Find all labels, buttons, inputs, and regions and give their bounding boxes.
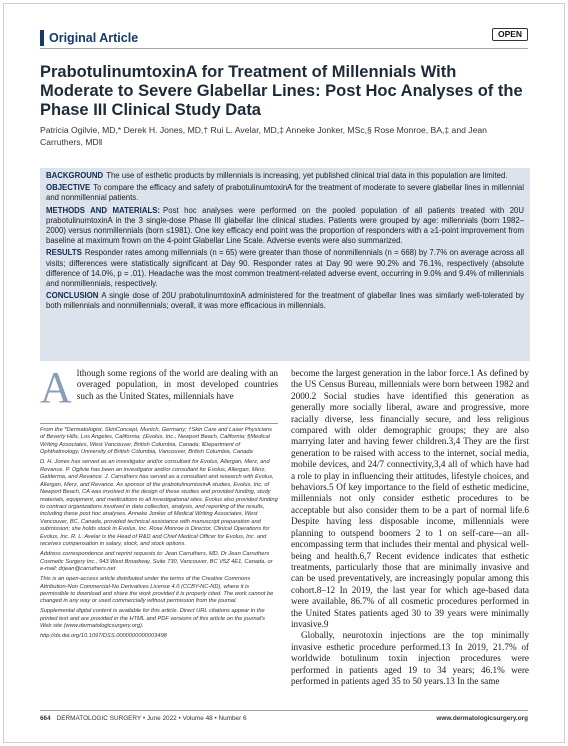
footnote-correspondence: Address correspondence and reprint requests to: Jean Carruthers, MD, Dr Jean Carruthers Cosmetic Surgery Inc., 943 West Broadway, Suite 730, Vancouver, BC V5Z 4E1, Canada, or e-mail: drjean@carruthers.net — [40, 551, 273, 573]
intro-paragraph — [40, 363, 278, 412]
footnote-supplemental: Supplemental digital content is available for this article. Direct URL citations appear in the printed text and are provided in the HTML and PDF versions of this article on the journal's Web site (www.dermatologicsurgery.org). — [40, 608, 266, 630]
page-number: 664 — [40, 715, 51, 722]
header-divider — [40, 48, 528, 49]
footnote-disclosures: D. H. Jones has served as an investigator and/or consultant for Evolus, Allergan, Merz, and Revance. P. Ogilvie has been an investigator and/or consultant for Evolus, Allergan, Merz, Galderma, and Revance. J. Carruthers has served as a consultant and research with Evolus, Allergan, Merz, and Revance. As sponsor of the prabotulinumtoxinA studies, Evolus, Inc. of Newport Beach, CA was involved in the design of these studies and provided funding, study materials, equipment, and medications to all investigational sites. Evolus also provided funding to contract organizations involved in data collection, analysis, and reporting of the results, including these post hoc analyses. Anneke Jonker of Medical Writing Associates, West Vancouver, BC, Canada, provided technical assistance with manuscript preparation and submission; she holds stock in Evolus, Inc. Rose Monroe is Director, Clinical Operations for Evolus, Inc. R. L. Avelar is the Head of R&D and Chief Medical Officer for Evolus, Inc. and receives compensation in salary, stock, and stock options. — [40, 459, 278, 548]
background-label: BACKGROUND — [46, 171, 104, 180]
body-column-right — [291, 368, 529, 687]
conclusion-text: A single dose of 20U prabotulinumtoxinA administered for the treatment of glabellar lines was similarly well-tolerated by both millennials and nonmillennials; overall, it was more efficacious in millennials. — [46, 291, 524, 311]
section-label: Original Article — [40, 30, 138, 46]
methods-text: Post hoc analyses were performed on the pooled population of all patients treated with 20U prabotulinumtoxinA in the 3 single-dose Phase III glabellar line clinical studies. Patients were grouped by age: millennials (born 1982–2000) versus nonmillennials (born ≤1981). One key efficacy end point was the proportion of responders with a ≥1-point improvement from baseline at maximum frown on the 4-point Glabellar Line Scale. Adverse events were also summarized. — [46, 205, 524, 246]
abstract-conclusion — [46, 291, 524, 311]
abstract-methods — [46, 206, 524, 247]
open-access-badge: OPEN — [492, 28, 528, 41]
intro-text: lthough some regions of the world are dealing with an overaged population, in most developed countries such as the United States, millennials have — [76, 368, 278, 401]
results-text: Responder rates among millennials (n = 65) were greater than those of nonmillennials (n = 668) by 7.7% on average across all visits; differences were statistically significant at Day 90. Responder rates at Day 90 were 90.2% and 76.1%, respectively (absolute difference of 14.0%, p = .01). Headache was the most common treatment-related adverse event, occurring in 9.0% and 9.4% of millennials and nonmillennials, respectively. — [46, 248, 524, 289]
background-text: The use of esthetic products by millennials is increasing, yet published clinical trial data in this population are limited. — [106, 171, 508, 180]
results-label: RESULTS — [46, 248, 82, 258]
objective-text: To compare the efficacy and safety of prabotulinumtoxinA for the treatment of moderate to severe glabellar lines in millennial and nonmillennial patients. — [46, 183, 524, 203]
body-paragraph-1: become the largest generation in the labor force.1 As defined by the US Census Bureau, millennials were born between 1982 and 2000.2 Social studies have identified this generation as generally more socially liberal, aware and progressive, more racially diverse, less financially secure, and less religious compared with older demographic groups; they are also marrying later and having fewer children.3,4 They are the first generation to be raised with access to the internet, social media, mobile devices, and 24/7 connectivity,3,4 all of which have had a role to play in influencing their attitudes, lifestyle choices, and behaviors.5 Of key importance to the field of esthetic medicine, millennials not only consider esthetic procedures to be acceptable but also consider them to be a part of normal life.6 Despite having less disposable income, millennials were planning to outspend boomers 2 to 1 on self-care—an all-encompassing term that includes their mental and physical well-being and health.6,7 Recent evidence indicates that esthetic treatments, particularly those that are minimally invasive and can be used preventatively, are increasingly popular among this cohort.8–12 In 2019, the last year for which age-based data were available, 86.7% of all cosmetic procedures performed in the United States patients aged 30 to 39 years were minimally invasive.9 — [291, 368, 529, 629]
journal-citation: DERMATOLOGIC SURGERY • June 2022 • Volume 48 • Number 6 — [56, 715, 247, 722]
intro-column — [40, 363, 278, 412]
footnote-license: This is an open-access article distributed under the terms of the Creative Commons Attribution-Non Commercial-No Derivatives License 4.0 (CCBY-NC-ND), where it is permissible to download and share the work provided it is properly cited. The work cannot be changed in any way or used commercially without permission from the journal. — [40, 576, 274, 605]
body-paragraph-2: Globally, neurotoxin injections are the top minimally invasive esthetic procedure performed.13 In 2019, 21.7% of worldwide botulinum toxin injection procedures were performed in patients aged 19 to 34 years; 46.1% were performed in patients aged 35 to 50 years.13 In the same — [291, 630, 529, 686]
conclusion-label: CONCLUSION — [46, 291, 99, 301]
abstract-box — [40, 168, 530, 361]
article-title: PrabotulinumtoxinA for Treatment of Millennials With Moderate to Severe Glabellar Lines: Post Hoc Analyses of the Phase III Clinical Study Data — [40, 63, 523, 119]
footnotes — [40, 423, 278, 643]
journal-url[interactable]: www.dermatologicsurgery.org — [436, 715, 528, 722]
methods-label: METHODS AND MATERIALS: — [46, 205, 161, 215]
footer-divider — [40, 710, 528, 711]
doi-link[interactable]: http://dx.doi.org/10.1097/DSS.0000000000003498 — [40, 633, 167, 640]
author-list: Patricia Ogilvie, MD,* Derek H. Jones, MD,† Rui L. Avelar, MD,‡ Anneke Jonker, MSc,§ Rose Monroe, BA,‡ and Jean Carruthers, MD‖ — [40, 125, 487, 147]
page-footer — [40, 714, 528, 723]
objective-label: OBJECTIVE — [46, 183, 91, 193]
abstract-results — [46, 248, 524, 289]
footnote-affiliations: From the *Dermatologist, SkinConcept, Munich, Germany; †Skin Care and Laser Physicians of Beverly Hills, Los Angeles, California; ‡Evolus, Inc., Newport Beach, California; §Medical Writing Associates, West Vancouver, British Columbia, Canada; ‖Department of Ophthalmology, University of British Columbia, Vancouver, British Columbia, Canada — [40, 427, 273, 456]
abstract-background — [46, 171, 524, 181]
abstract-objective — [46, 183, 524, 203]
drop-cap: A — [40, 363, 72, 412]
